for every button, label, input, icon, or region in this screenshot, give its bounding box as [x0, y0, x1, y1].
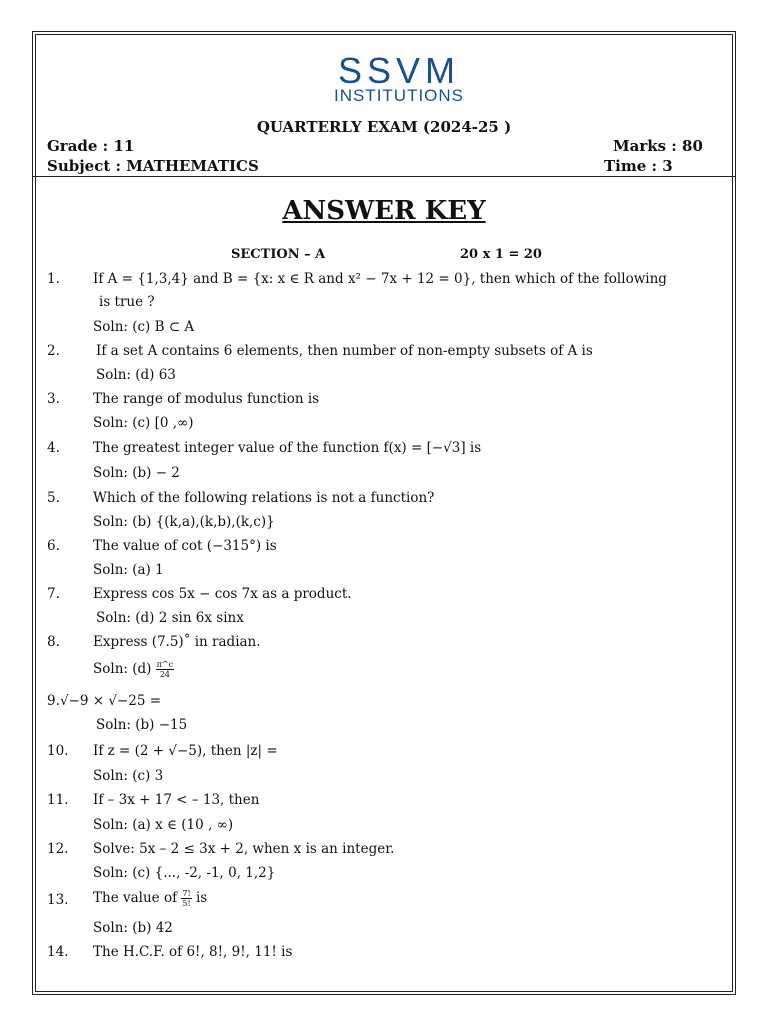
solution-text: Soln: (d) 2 sin 6x sinx	[96, 610, 244, 626]
question-text: √−9 × √−25 =	[60, 693, 162, 709]
solution-text: Soln: (a) x ∈ (10 , ∞)	[93, 817, 234, 833]
question-text: The H.C.F. of 6!, 8!, 9!, 11! is	[93, 944, 293, 960]
ssvm-logo	[314, 50, 484, 105]
question-number: 11.	[47, 792, 69, 808]
question-text: If a set A contains 6 elements, then number of non-empty subsets of A is	[96, 343, 593, 359]
subject-label: Subject : MATHEMATICS	[47, 157, 259, 175]
solution-text: Soln: (b) {(k,a),(k,b),(k,c)}	[93, 514, 275, 530]
solution-fraction	[156, 660, 174, 679]
question-fraction	[181, 889, 191, 908]
solution-prefix: Soln: (d)	[93, 661, 152, 677]
logo-subtitle: INSTITUTIONS	[333, 86, 465, 105]
question-number: 4.	[47, 440, 60, 456]
solution-text: Soln: (d) 63	[96, 367, 176, 383]
question-number: 6.	[47, 538, 60, 554]
question-prefix: The value of	[93, 890, 178, 906]
question-number: 9.	[47, 693, 60, 709]
solution-text: Soln: (c) B ⊂ A	[93, 319, 195, 335]
solution-text: Soln: (c) {..., -2, -1, 0, 1,2}	[93, 865, 276, 881]
question-text: Express (7.5)˚ in radian.	[93, 634, 261, 650]
exam-title: QUARTERLY EXAM (2024-25 )	[256, 118, 512, 136]
question-number: 12.	[47, 841, 69, 857]
grade-label: Grade : 11	[47, 137, 135, 155]
question-suffix: is	[195, 890, 208, 906]
question-text: Solve: 5x – 2 ≤ 3x + 2, when x is an integer.	[93, 841, 395, 857]
question-number: 7.	[47, 586, 60, 602]
solution-text: Soln: (b) 42	[93, 920, 173, 936]
header-divider	[33, 176, 735, 177]
marks-label: Marks : 80	[613, 137, 703, 155]
solution-text: Soln: (c) [0 ,∞)	[93, 415, 194, 431]
question-text: The range of modulus function is	[93, 391, 320, 407]
page-heading: ANSWER KEY	[282, 196, 486, 226]
question-number: 3.	[47, 391, 60, 407]
question-number: 10.	[47, 743, 69, 759]
fraction-numerator: 7!	[182, 889, 191, 898]
question-text: If z = (2 + √−5), then |z| =	[93, 743, 278, 759]
question-text: The greatest integer value of the function f(x) = [−√3] is	[93, 440, 482, 456]
question-text: The value of cot (−315°) is	[93, 538, 277, 554]
solution-text	[93, 660, 174, 679]
solution-text: Soln: (b) −15	[96, 717, 188, 733]
solution-text: Soln: (a) 1	[93, 562, 164, 578]
fraction-denominator: 5!	[182, 899, 191, 908]
question-number: 1.	[47, 271, 60, 287]
question-number: 8.	[47, 634, 60, 650]
question-number: 5.	[47, 490, 60, 506]
question-text: If A = {1,3,4} and B = {x: x ∈ R and x² − 7x + 12 = 0}, then which of the following	[93, 271, 667, 287]
section-marks: 20 x 1 = 20	[460, 247, 542, 262]
fraction-numerator: π^c	[156, 660, 174, 669]
logo-wordmark: SSVM	[337, 50, 461, 91]
question-text	[93, 889, 207, 908]
question-text: Express cos 5x − cos 7x as a product.	[93, 586, 352, 602]
fraction-denominator: 24	[159, 670, 171, 679]
question-number: 2.	[47, 343, 60, 359]
section-name: SECTION – A	[231, 247, 326, 262]
question-text: If – 3x + 17 < – 13, then	[93, 792, 260, 808]
question-text: Which of the following relations is not a function?	[93, 490, 435, 506]
question-text-continued: is true ?	[99, 294, 155, 310]
time-label: Time : 3	[604, 157, 673, 175]
question-number: 13.	[47, 892, 69, 908]
solution-text: Soln: (c) 3	[93, 768, 164, 784]
solution-text: Soln: (b) − 2	[93, 465, 180, 481]
question-number: 14.	[47, 944, 69, 960]
